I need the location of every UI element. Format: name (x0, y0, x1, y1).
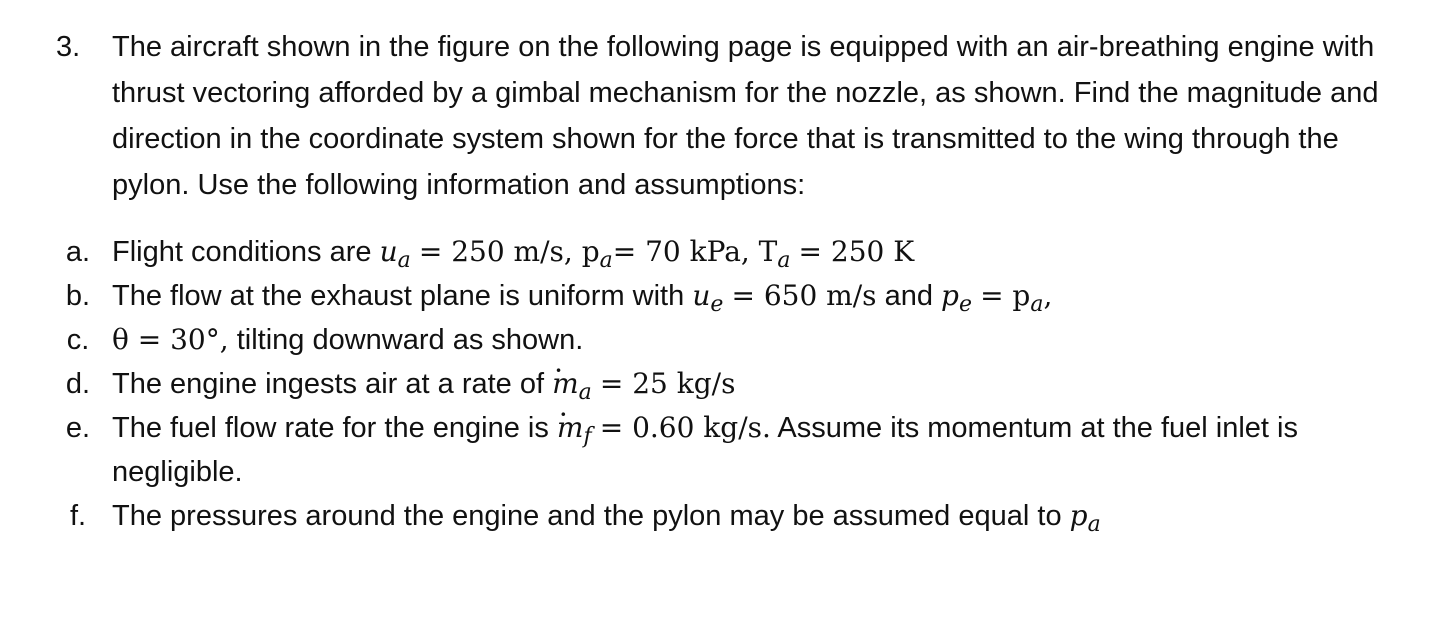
item-letter: b. (65, 280, 91, 312)
item-letter: d. (65, 368, 91, 400)
assumption-c: c. θ = 30°, tilting downward as shown. (56, 318, 1416, 362)
assumption-d: d. The engine ingests air at a rate of · $m_a = 25$ kg/s (56, 362, 1416, 406)
item-letter: c. (66, 324, 90, 356)
assumption-list (56, 230, 1416, 538)
item-letter: e. (65, 412, 91, 444)
item-letter: a. (65, 236, 91, 268)
assumption-e: e. The fuel flow rate for the engine is · $m_f = 0.60$ kg/s. Assume its momentum at the fuel inlet is negligible. (56, 406, 1416, 494)
problem-statement (56, 24, 1416, 208)
statement-text: The aircraft shown in the figure on the following page is equipped with an air-breathing engine with thrust vectoring afforded by a gimbal mechanism for the nozzle, as shown. Find the magnitude and direction in the coordinate system shown for the force that is transmitted to the wing through the pylon. Use the following information and assumptions: (112, 31, 1379, 201)
problem-3 (56, 24, 1416, 538)
item-letter: f. (69, 500, 87, 532)
problem-number: 3. (56, 31, 81, 63)
assumption-f: f. The pressures around the engine and the pylon may be assumed equal to $p_a$ (56, 494, 1416, 538)
assumption-a: a. Flight conditions are $u_a = 250$ m/s, $p_a= 70$ kPa, $T_a = 250$ K (56, 230, 1416, 274)
assumption-b: b. The flow at the exhaust plane is uniform with $u_e = 650$ m/s and $p_e = p_a$, (56, 274, 1416, 318)
